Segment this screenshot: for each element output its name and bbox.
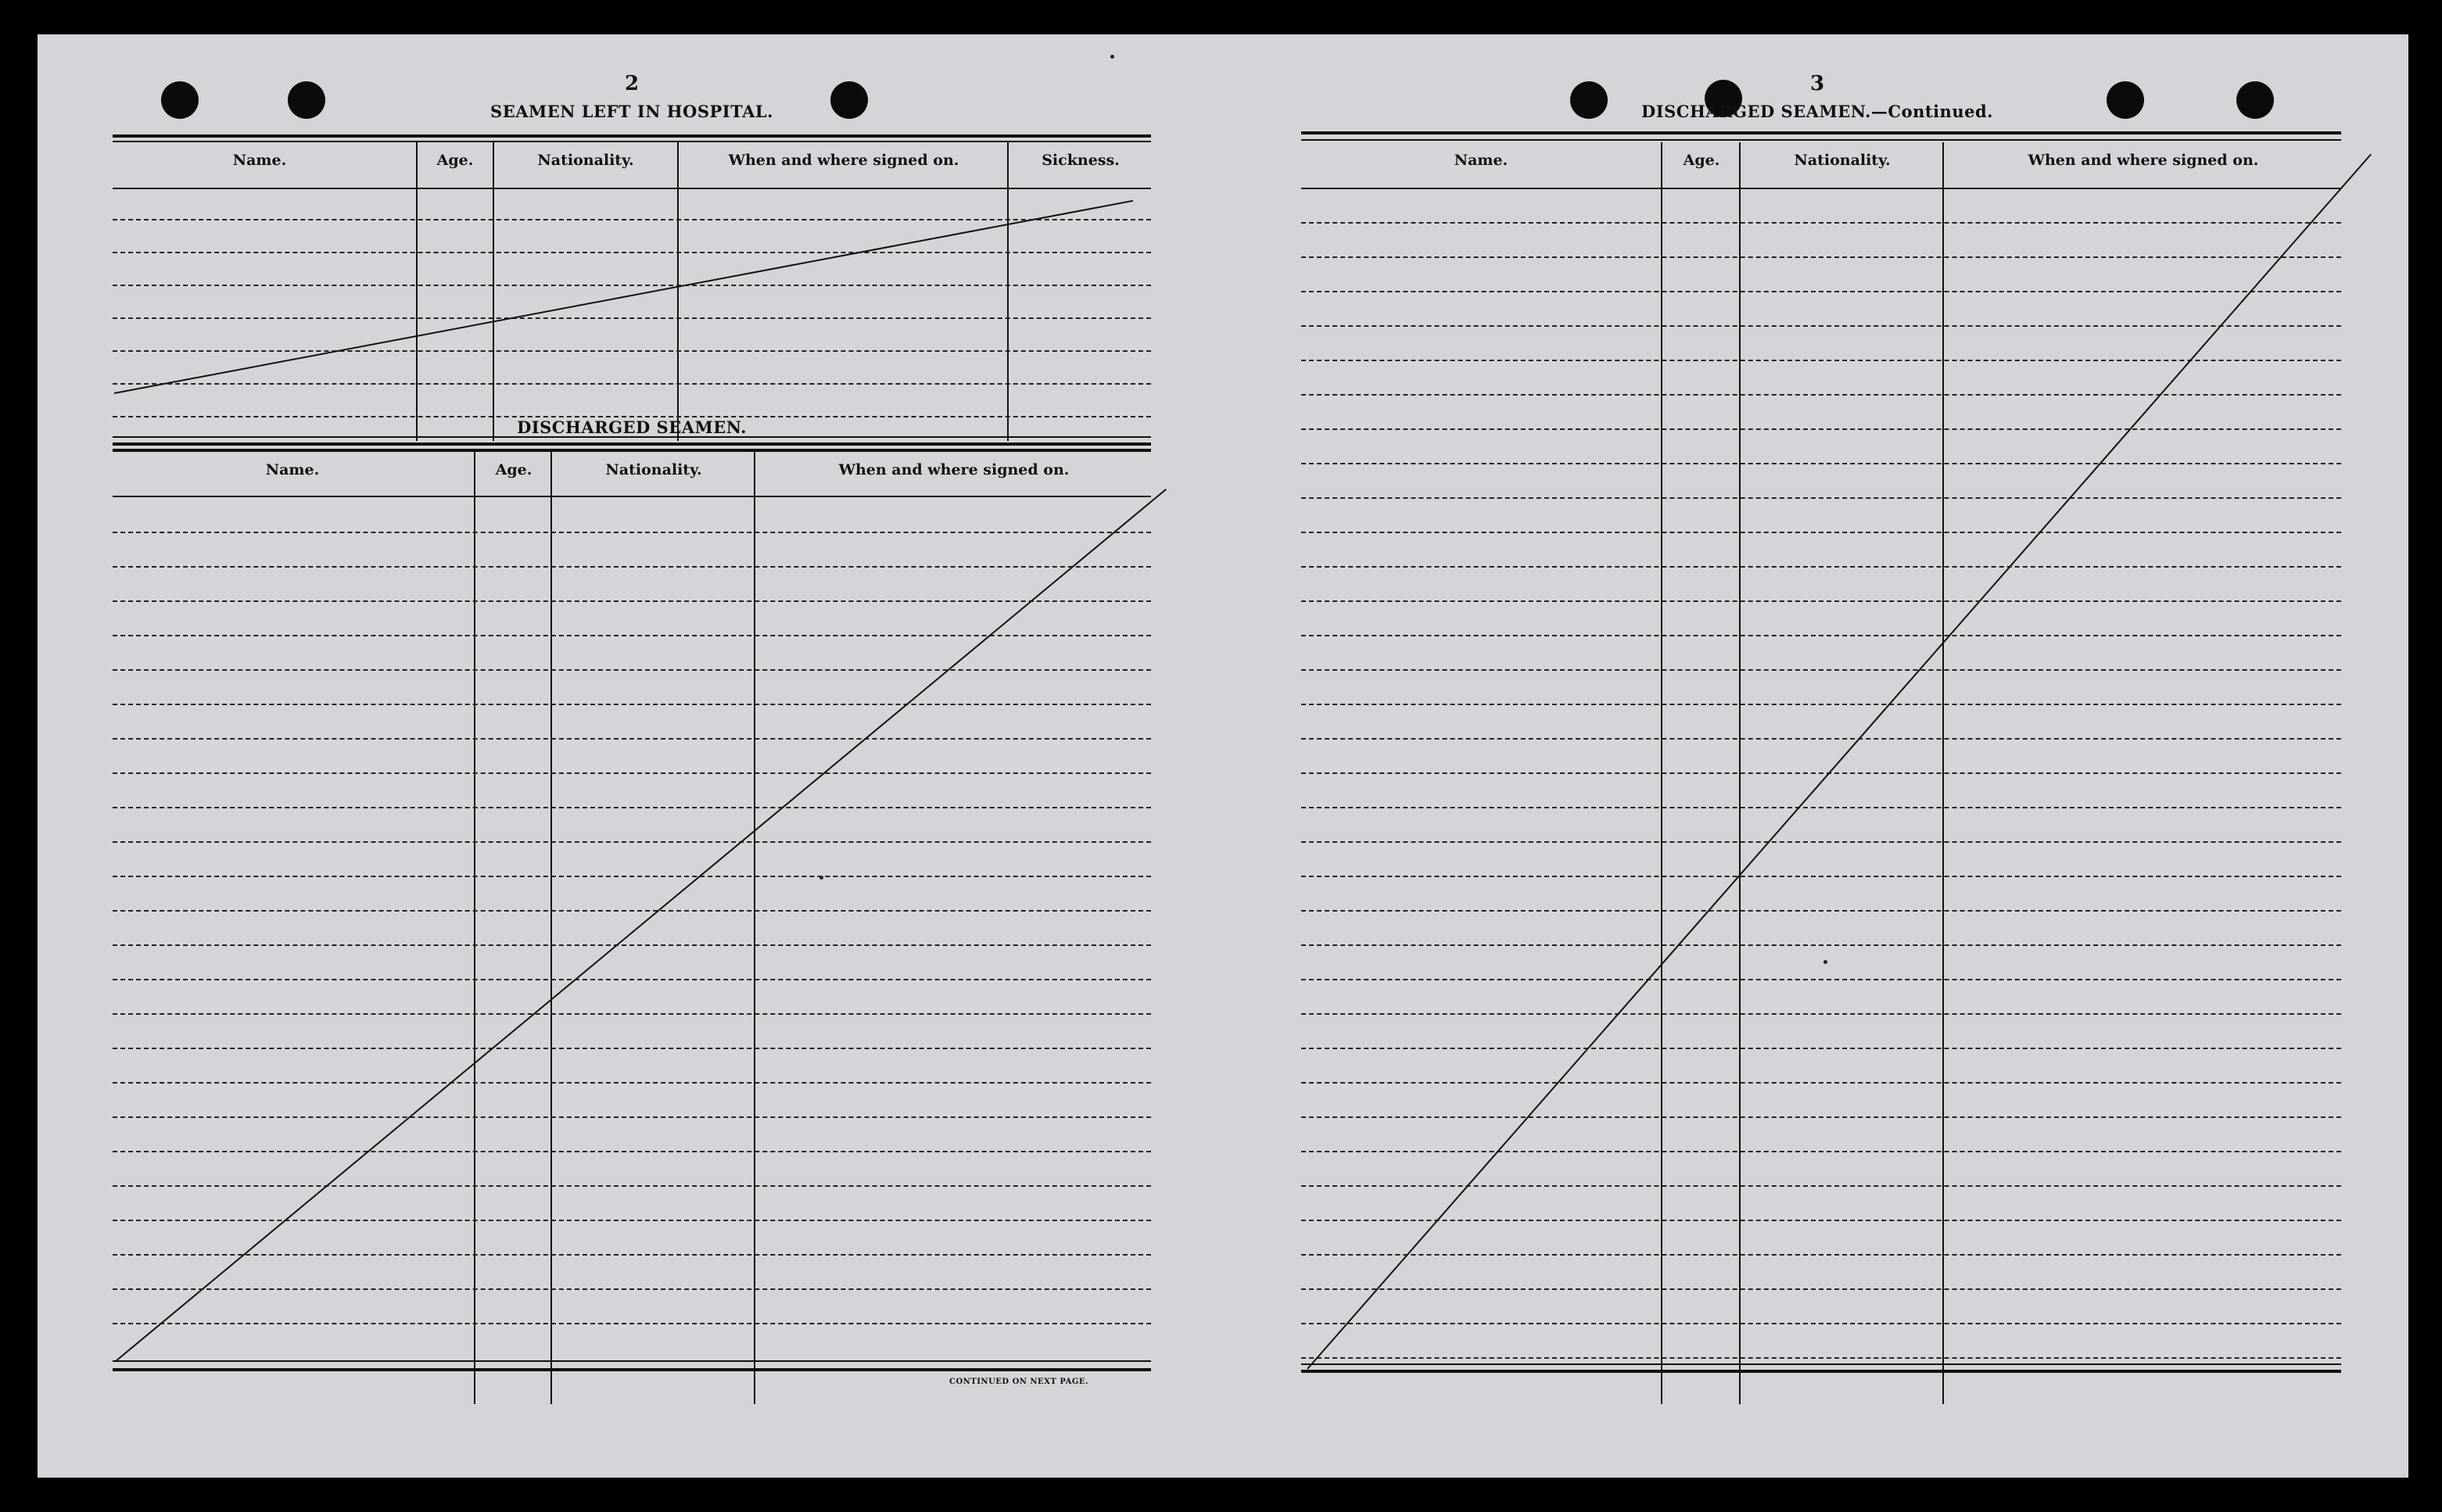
- column-divider: [416, 142, 418, 441]
- entry-line: [1301, 1288, 2341, 1290]
- column-divider: [754, 452, 755, 1404]
- entry-line: [1301, 910, 2341, 912]
- entry-line: [113, 566, 1151, 568]
- header-underline: [113, 188, 1151, 189]
- entry-line: [1301, 497, 2341, 499]
- column-header-nationality: Nationality.: [605, 461, 702, 478]
- entry-line: [113, 704, 1151, 705]
- entry-line: [113, 772, 1151, 774]
- column-divider: [493, 142, 494, 441]
- punch-hole: [830, 81, 868, 119]
- entry-line: [113, 317, 1151, 319]
- entry-line: [113, 1220, 1151, 1221]
- entry-line: [1301, 944, 2341, 946]
- discharged-continued-title: DISCHARGED SEAMEN.—Continued.: [1641, 102, 1993, 121]
- column-header-signed-on: When and where signed on.: [2028, 152, 2259, 169]
- entry-line: [1301, 600, 2341, 602]
- header-underline: [1301, 188, 2341, 189]
- entry-line: [113, 600, 1151, 602]
- discharged-section-title: DISCHARGED SEAMEN.: [517, 417, 747, 437]
- table-top-rule: [113, 141, 1151, 142]
- table-bottom-rule: [1301, 1363, 2341, 1365]
- entry-line: [113, 807, 1151, 808]
- entry-line: [1301, 1082, 2341, 1084]
- punch-hole: [161, 81, 199, 119]
- entry-line: [1301, 256, 2341, 258]
- column-header-sickness: Sickness.: [1042, 152, 1120, 169]
- entry-line: [113, 876, 1151, 877]
- ink-speck: [1110, 55, 1114, 59]
- entry-line: [1301, 876, 2341, 877]
- entry-line: [113, 669, 1151, 671]
- entry-line: [1301, 1254, 2341, 1256]
- entry-line: [1301, 1357, 2341, 1359]
- entry-line: [113, 910, 1151, 912]
- column-divider: [474, 452, 475, 1404]
- entry-line: [113, 219, 1151, 220]
- table-top-rule: [1301, 131, 2341, 134]
- entry-line: [113, 1185, 1151, 1187]
- entry-line: [1301, 635, 2341, 636]
- entry-line: [1301, 1323, 2341, 1324]
- cancel-diagonal-line: [115, 489, 1167, 1362]
- punch-hole: [1570, 81, 1608, 119]
- continued-note: CONTINUED ON NEXT PAGE.: [949, 1378, 1089, 1386]
- punch-hole: [2107, 81, 2144, 119]
- entry-line: [1301, 291, 2341, 292]
- entry-line: [113, 1013, 1151, 1015]
- entry-line: [1301, 566, 2341, 568]
- entry-line: [1301, 428, 2341, 430]
- column-header-name: Name.: [232, 152, 287, 169]
- form-sheet: [38, 34, 2408, 1478]
- hospital-section-title: SEAMEN LEFT IN HOSPITAL.: [490, 102, 773, 121]
- entry-line: [1301, 807, 2341, 808]
- entry-line: [1301, 1185, 2341, 1187]
- entry-line: [113, 350, 1151, 352]
- column-header-nationality: Nationality.: [537, 152, 634, 169]
- entry-line: [1301, 772, 2341, 774]
- entry-line: [1301, 738, 2341, 740]
- entry-line: [113, 252, 1151, 253]
- entry-line: [113, 1323, 1151, 1324]
- entry-line: [1301, 394, 2341, 396]
- entry-line: [113, 1048, 1151, 1049]
- entry-line: [1301, 532, 2341, 533]
- column-header-signed-on: When and where signed on.: [728, 152, 959, 169]
- table-top-rule: [1301, 139, 2341, 141]
- table-top-rule: [113, 134, 1151, 138]
- column-divider: [1007, 142, 1009, 441]
- column-header-name: Name.: [265, 461, 320, 478]
- table-top-rule: [113, 442, 1151, 446]
- entry-line: [113, 1082, 1151, 1084]
- entry-line: [113, 285, 1151, 286]
- entry-line: [1301, 1013, 2341, 1015]
- entry-line: [113, 979, 1151, 980]
- entry-line: [113, 841, 1151, 843]
- punch-hole: [288, 81, 325, 119]
- column-header-nationality: Nationality.: [1794, 152, 1891, 169]
- column-divider: [550, 452, 552, 1404]
- page-number-right: 3: [1809, 72, 1825, 95]
- table-bottom-rule: [1301, 1370, 2341, 1373]
- cancel-diagonal-line: [1307, 154, 2372, 1370]
- entry-line: [1301, 1151, 2341, 1152]
- entry-line: [1301, 979, 2341, 980]
- entry-line: [1301, 360, 2341, 361]
- entry-line: [113, 1288, 1151, 1290]
- entry-line: [113, 383, 1151, 385]
- entry-line: [1301, 669, 2341, 671]
- entry-line: [113, 1254, 1151, 1256]
- entry-line: [1301, 1116, 2341, 1118]
- entry-line: [113, 1151, 1151, 1152]
- column-header-age: Age.: [436, 152, 474, 169]
- entry-line: [1301, 704, 2341, 705]
- entry-line: [113, 1116, 1151, 1118]
- column-divider: [677, 142, 679, 441]
- entry-line: [113, 532, 1151, 533]
- entry-line: [1301, 325, 2341, 327]
- entry-line: [1301, 1048, 2341, 1049]
- column-header-age: Age.: [1683, 152, 1720, 169]
- entry-line: [1301, 841, 2341, 843]
- page-number-left: 2: [624, 72, 640, 95]
- column-header-name: Name.: [1454, 152, 1508, 169]
- entry-line: [1301, 1220, 2341, 1221]
- column-header-age: Age.: [495, 461, 533, 478]
- ink-speck: [1823, 960, 1827, 964]
- cancel-diagonal-line: [114, 200, 1133, 394]
- table-bottom-rule: [113, 1368, 1151, 1371]
- table-bottom-rule: [113, 1360, 1151, 1362]
- entry-line: [113, 944, 1151, 946]
- entry-line: [1301, 222, 2341, 224]
- punch-hole: [2236, 81, 2274, 119]
- entry-line: [113, 738, 1151, 740]
- entry-line: [1301, 463, 2341, 464]
- header-underline: [113, 496, 1151, 497]
- table-top-rule: [113, 449, 1151, 452]
- column-header-signed-on: When and where signed on.: [838, 461, 1070, 478]
- entry-line: [113, 635, 1151, 636]
